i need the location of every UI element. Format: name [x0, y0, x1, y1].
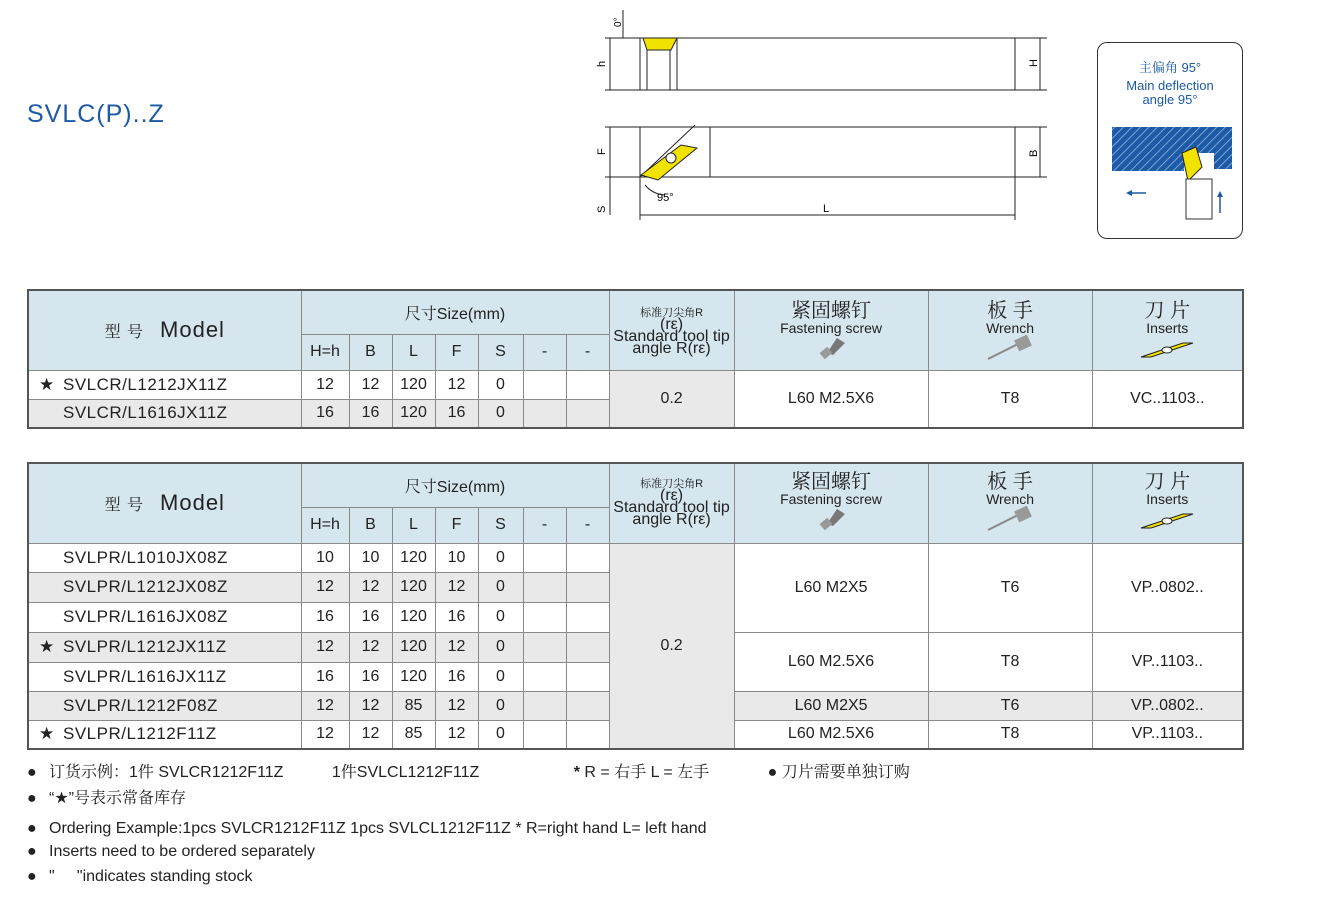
cell-b: 12 — [349, 720, 392, 749]
cell-s: 0 — [478, 399, 523, 428]
callout-en-2: angle 95° — [1142, 92, 1198, 107]
cell-blank — [523, 602, 566, 632]
insert-value: VP..0802.. — [1092, 543, 1243, 632]
cell-l: 120 — [392, 543, 435, 572]
cell-blank — [566, 691, 609, 720]
cell-b: 12 — [349, 572, 392, 602]
model-cell: ★ SVLPR/L1212JX11Z — [28, 632, 301, 662]
cell-l: 120 — [392, 399, 435, 428]
cell-b: 12 — [349, 632, 392, 662]
screw-value: L60 M2.5X6 — [734, 632, 928, 691]
label-95deg: 95° — [657, 192, 674, 204]
wrench-value: T8 — [928, 632, 1092, 691]
header-size: 尺寸Size(mm) — [301, 463, 609, 507]
col-blank-2: - — [566, 334, 609, 370]
cell-s: 0 — [478, 720, 523, 749]
cell-h: 12 — [301, 572, 349, 602]
screw-value: L60 M2.5X6 — [734, 370, 928, 428]
col-f: F — [435, 334, 478, 370]
model-cell: SVLPR/L1616JX11Z — [28, 662, 301, 691]
insert-icon — [1137, 335, 1197, 361]
cell-l: 120 — [392, 370, 435, 399]
cell-s: 0 — [478, 572, 523, 602]
wrench-value: T6 — [928, 691, 1092, 720]
cell-f: 16 — [435, 662, 478, 691]
std-angle-value: 0.2 — [609, 370, 734, 428]
cell-l: 120 — [392, 572, 435, 602]
cell-blank — [566, 602, 609, 632]
col-blank-2: - — [566, 507, 609, 543]
cell-l: 120 — [392, 602, 435, 632]
cell-b: 16 — [349, 662, 392, 691]
model-cell: ★ SVLPR/L1212F11Z — [28, 720, 301, 749]
cell-s: 0 — [478, 543, 523, 572]
table-row — [28, 370, 1243, 399]
insert-value: VP..1103.. — [1092, 632, 1243, 691]
spec-table-svlp — [27, 462, 1244, 750]
cell-f: 10 — [435, 543, 478, 572]
cell-l: 85 — [392, 691, 435, 720]
cell-f: 12 — [435, 572, 478, 602]
insert-top-view — [643, 38, 677, 50]
label-L: L — [823, 203, 830, 215]
header-wrench: 板 手 Wrench — [928, 463, 1092, 543]
col-s: S — [478, 334, 523, 370]
cell-blank — [523, 720, 566, 749]
cell-f: 16 — [435, 399, 478, 428]
cell-h: 12 — [301, 720, 349, 749]
insert-value: VP..0802.. — [1092, 691, 1243, 720]
cell-h: 16 — [301, 602, 349, 632]
col-b: B — [349, 334, 392, 370]
deflection-angle-callout — [1097, 42, 1243, 239]
cell-b: 16 — [349, 602, 392, 632]
wrench-icon — [980, 335, 1040, 361]
callout-en-1: Main deflection — [1126, 78, 1214, 93]
cell-f: 16 — [435, 602, 478, 632]
cell-h: 10 — [301, 543, 349, 572]
wrench-icon — [980, 506, 1040, 532]
cell-blank — [566, 662, 609, 691]
label-B: B — [1028, 149, 1040, 157]
label-H: H — [1028, 59, 1040, 67]
note-en-2: ● Inserts need to be ordered separately — [27, 843, 315, 860]
cell-blank — [566, 572, 609, 602]
cell-h: 16 — [301, 399, 349, 428]
header-size: 尺寸Size(mm) — [301, 290, 609, 334]
cell-f: 12 — [435, 632, 478, 662]
label-S: S — [596, 205, 608, 213]
note-cn-2: ● “★”号表示常备库存 — [27, 790, 187, 807]
label-h: h — [596, 60, 608, 67]
cell-h: 12 — [301, 370, 349, 399]
cell-b: 12 — [349, 370, 392, 399]
cell-blank — [566, 370, 609, 399]
cutting-diagram — [1110, 123, 1234, 223]
col-b: B — [349, 507, 392, 543]
tool-drawing — [585, 5, 1065, 230]
cell-blank — [566, 720, 609, 749]
screw-icon — [811, 335, 851, 361]
col-h: H=h — [301, 334, 349, 370]
cell-l: 120 — [392, 632, 435, 662]
wrench-value: T8 — [928, 370, 1092, 428]
screw-icon — [811, 506, 851, 532]
page-title: SVLC(P)..Z — [27, 100, 165, 128]
cell-b: 10 — [349, 543, 392, 572]
cell-blank — [523, 370, 566, 399]
model-cell: SVLPR/L1010JX08Z — [28, 543, 301, 572]
table-row — [28, 543, 1243, 572]
header-std-angle: 标准刀尖角R (rε) Standard tool tip angle R(rε) — [609, 290, 734, 370]
header-inserts: 刀 片 Inserts — [1092, 463, 1243, 543]
header-model: 型 号 Model — [28, 463, 301, 543]
model-cell: SVLPR/L1212F08Z — [28, 691, 301, 720]
wrench-value: T6 — [928, 543, 1092, 632]
header-model: 型 号 Model — [28, 290, 301, 370]
cell-blank — [523, 399, 566, 428]
col-blank-1: - — [523, 334, 566, 370]
std-angle-value: 0.2 — [609, 543, 734, 749]
cell-blank — [523, 691, 566, 720]
col-l: L — [392, 334, 435, 370]
cell-l: 120 — [392, 662, 435, 691]
header-inserts: 刀 片 Inserts — [1092, 290, 1243, 370]
cell-b: 16 — [349, 399, 392, 428]
callout-cn: 主偏角 95° — [1138, 60, 1202, 75]
label-0deg: 0° — [613, 17, 624, 27]
header-screw: 紧固螺钉 Fastening screw — [734, 463, 928, 543]
cell-b: 12 — [349, 691, 392, 720]
cell-blank — [523, 662, 566, 691]
header-std-angle: 标准刀尖角R (rε) Standard tool tip angle R(rε) — [609, 463, 734, 543]
header-screw: 紧固螺钉 Fastening screw — [734, 290, 928, 370]
cell-s: 0 — [478, 370, 523, 399]
cell-f: 12 — [435, 720, 478, 749]
cell-s: 0 — [478, 662, 523, 691]
cell-blank — [523, 632, 566, 662]
screw-value: L60 M2.5X6 — [734, 720, 928, 749]
cell-h: 16 — [301, 662, 349, 691]
insert-value: VP..1103.. — [1092, 720, 1243, 749]
note-en-3: ● " "indicates standing stock — [27, 868, 253, 885]
col-l: L — [392, 507, 435, 543]
header-wrench: 板 手 Wrench — [928, 290, 1092, 370]
col-f: F — [435, 507, 478, 543]
label-F: F — [596, 148, 608, 155]
wrench-value: T8 — [928, 720, 1092, 749]
cell-f: 12 — [435, 691, 478, 720]
cell-blank — [523, 572, 566, 602]
cell-blank — [566, 399, 609, 428]
insert-value: VC..1103.. — [1092, 370, 1243, 428]
note-cn-1: ● 订货示例：1件 SVLCR1212F11Z 1件SVLCL1212F11Z * R = 右手 L = 左手 ● 刀片需要单独订购 — [27, 764, 910, 781]
col-s: S — [478, 507, 523, 543]
model-cell: SVLPR/L1616JX08Z — [28, 602, 301, 632]
col-h: H=h — [301, 507, 349, 543]
spec-table-svlc — [27, 289, 1244, 429]
screw-value: L60 M2X5 — [734, 691, 928, 720]
model-cell: ★ SVLCR/L1212JX11Z — [28, 370, 301, 399]
cell-l: 85 — [392, 720, 435, 749]
cell-s: 0 — [478, 691, 523, 720]
model-cell: SVLCR/L1616JX11Z — [28, 399, 301, 428]
cell-blank — [566, 632, 609, 662]
cell-blank — [523, 543, 566, 572]
col-blank-1: - — [523, 507, 566, 543]
insert-icon — [1137, 506, 1197, 532]
cell-h: 12 — [301, 691, 349, 720]
screw-value: L60 M2X5 — [734, 543, 928, 632]
cell-s: 0 — [478, 602, 523, 632]
cell-blank — [566, 543, 609, 572]
cell-s: 0 — [478, 632, 523, 662]
note-en-1: ● Ordering Example:1pcs SVLCR1212F11Z 1pcs SVLCL1212F11Z * R=right hand L= left hand — [27, 820, 707, 837]
model-cell: SVLPR/L1212JX08Z — [28, 572, 301, 602]
cell-h: 12 — [301, 632, 349, 662]
cell-f: 12 — [435, 370, 478, 399]
